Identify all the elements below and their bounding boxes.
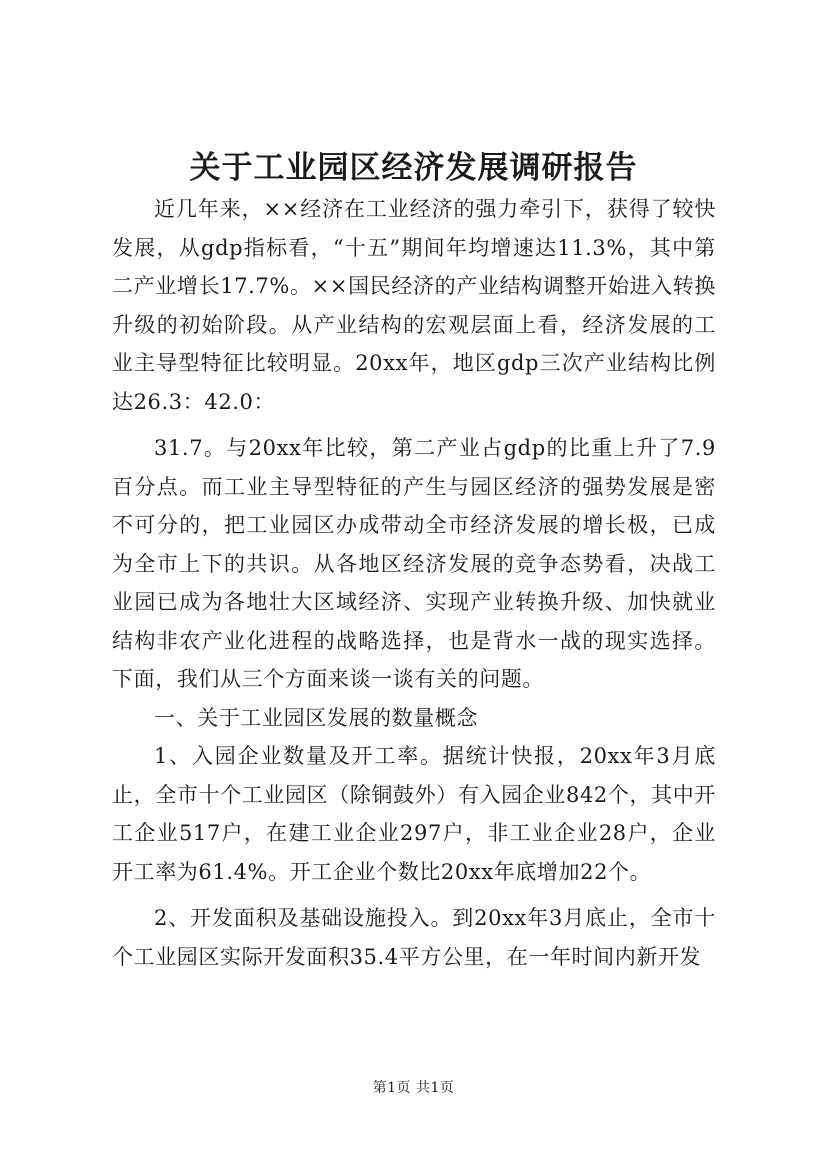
paragraph: 1、入园企业数量及开工率。据统计快报，20xx年3月底止，全市十个工业园区（除铜鼓外）有入园企业842个，其中开工企业517户，在建工业企业297户，非工业企业28户，企业开工率为61.4%。开工企业个数比20xx年底增加22个。	[112, 744, 716, 884]
paragraph: 近几年来，××经济在工业经济的强力牵引下，获得了较快发展，从gdp指标看，“十五”期间年均增速达11.3%，其中第二产业增长17.7%。××国民经济的产业结构调整开始进入转换升级的初始阶段。从产业结构的宏观层面上看，经济发展的工业主导型特征比较明显。20xx年，地区gdp三次产业结构比例达26.3：42.0：	[112, 197, 716, 414]
document-body	[112, 190, 716, 976]
document-title: 关于工业园区经济发展调研报告	[189, 150, 638, 186]
section-heading: 一、关于工业园区发展的数量概念	[154, 705, 478, 730]
page-number: 第1页 共1页	[372, 1080, 455, 1096]
paragraph: 31.7。与20xx年比较，第二产业占gdp的比重上升了7.9百分点。而工业主导型特征的产生与园区经济的强势发展是密不可分的，把工业园区办成带动全市经济发展的增长极，已成为全市上下的共识。从各地区经济发展的竞争态势看，决战工业园已成为各地壮大区域经济、实现产业转换升级、加快就业结构非农产业化进程的战略选择，也是背水一战的现实选择。下面，我们从三个方面来谈一谈有关的问题。	[112, 436, 716, 691]
paragraph: 2、开发面积及基础设施投入。到20xx年3月底止，全市十个工业园区实际开发面积35.4平方公里，在一年时间内新开发	[112, 906, 716, 969]
